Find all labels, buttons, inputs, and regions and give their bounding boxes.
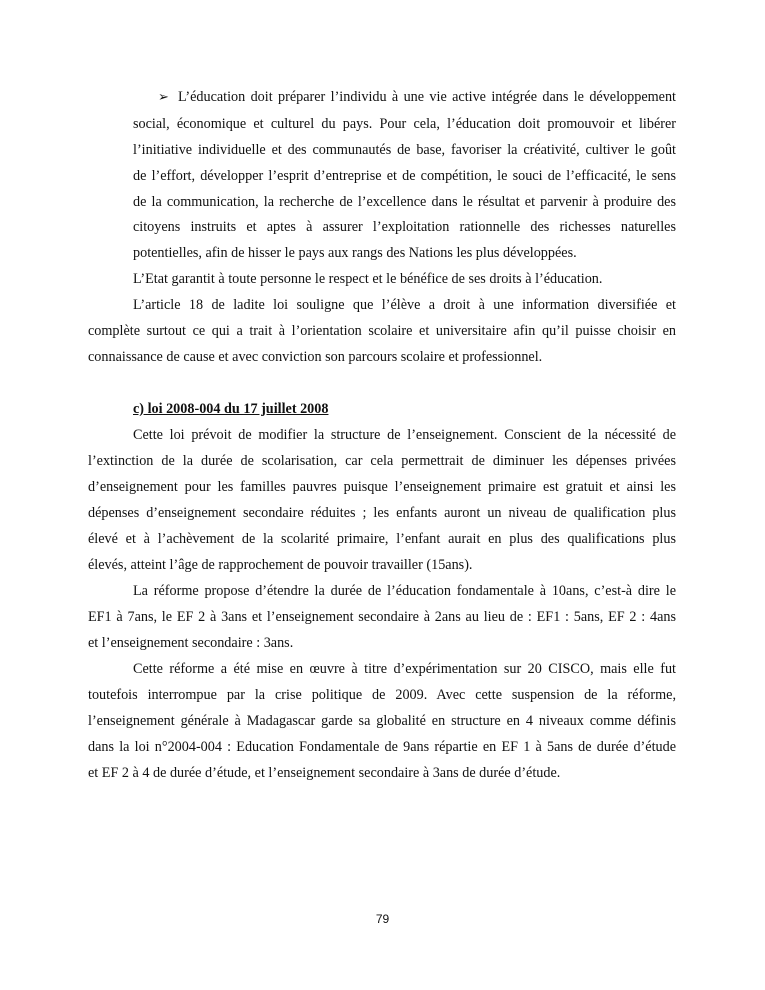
- paragraph-line: élevé et à l’achèvement de la scolarité primaire, l’enfant aurait en plus des qualifications plus: [88, 531, 676, 547]
- paragraph-line: et EF 2 à 4 de durée d’étude, et l’enseignement secondaire à 3ans de durée d’étude.: [88, 765, 561, 781]
- bullet-line: potentielles, afin de hisser le pays aux rangs des Nations les plus développées.: [133, 245, 577, 261]
- paragraph-line: dépenses d’enseignement secondaire réduites ; les enfants auront un niveau de qualification plus: [88, 505, 676, 521]
- article-line: L’article 18 de ladite loi souligne que l’élève a droit à une information diversifiée et: [133, 297, 676, 313]
- paragraph-line: Cette loi prévoit de modifier la structure de l’enseignement. Conscient de la nécessité de: [133, 427, 676, 443]
- bullet-arrow-icon: ➢: [158, 89, 169, 104]
- paragraph-line: dans la loi n°2004-004 : Education Fondamentale de 9ans répartie en EF 1 à 5ans de durée d’étude: [88, 739, 676, 755]
- paragraph-line: l’enseignement générale à Madagascar garde sa globalité en structure en 4 niveaux comme définis: [88, 713, 676, 729]
- bullet-line: social, économique et culturel du pays. Pour cela, l’éducation doit promouvoir et libérer: [133, 116, 676, 132]
- etat-line: L’Etat garantit à toute personne le respect et le bénéfice de ses droits à l’éducation.: [133, 271, 603, 287]
- paragraph-line: Cette réforme a été mise en œuvre à titre d’expérimentation sur 20 CISCO, mais elle fut: [133, 661, 676, 677]
- article-line: connaissance de cause et avec conviction son parcours scolaire et professionnel.: [88, 349, 543, 365]
- paragraph-line: EF1 à 7ans, le EF 2 à 3ans et l’enseignement secondaire à 2ans au lieu de : EF1 : 5ans, EF 2 : 4ans: [88, 609, 676, 625]
- bullet-line: l’initiative individuelle et des communautés de base, favoriser la créativité, cultiver le goût: [133, 142, 676, 158]
- paragraph-line: élevés, atteint l’âge de rapprochement de pouvoir travailler (15ans).: [88, 557, 473, 573]
- paragraph-line: l’extinction de la durée de scolarisation, car cela permettrait de diminuer les dépenses privées: [88, 453, 676, 469]
- bullet-line: de l’effort, développer l’esprit d’entreprise et de compétition, le souci de l’efficacité, le sens: [133, 168, 676, 184]
- bullet-line: de la communication, la recherche de l’excellence dans le résultat et parvenir à produire des: [133, 194, 676, 210]
- page-number: 79: [375, 912, 390, 926]
- paragraph-line: La réforme propose d’étendre la durée de l’éducation fondamentale à 10ans, c’est-à dire le: [133, 583, 676, 599]
- article-line: complète surtout ce qui a trait à l’orientation scolaire et universitaire afin qu’il puisse choisir en: [88, 323, 676, 339]
- paragraph-line: et l’enseignement secondaire : 3ans.: [88, 635, 294, 651]
- bullet-line: L’éducation doit préparer l’individu à une vie active intégrée dans le développement: [178, 89, 676, 105]
- bullet-line: citoyens instruits et aptes à assurer l’exploitation rationnelle des richesses naturelles: [133, 219, 676, 235]
- paragraph-line: d’enseignement pour les familles pauvres puisque l’enseignement primaire est gratuit et ainsi les: [88, 479, 676, 495]
- section-heading: c) loi 2008-004 du 17 juillet 2008: [133, 401, 329, 417]
- paragraph-line: toutefois interrompue par la crise politique de 2009. Avec cette suspension de la réforme,: [88, 687, 676, 703]
